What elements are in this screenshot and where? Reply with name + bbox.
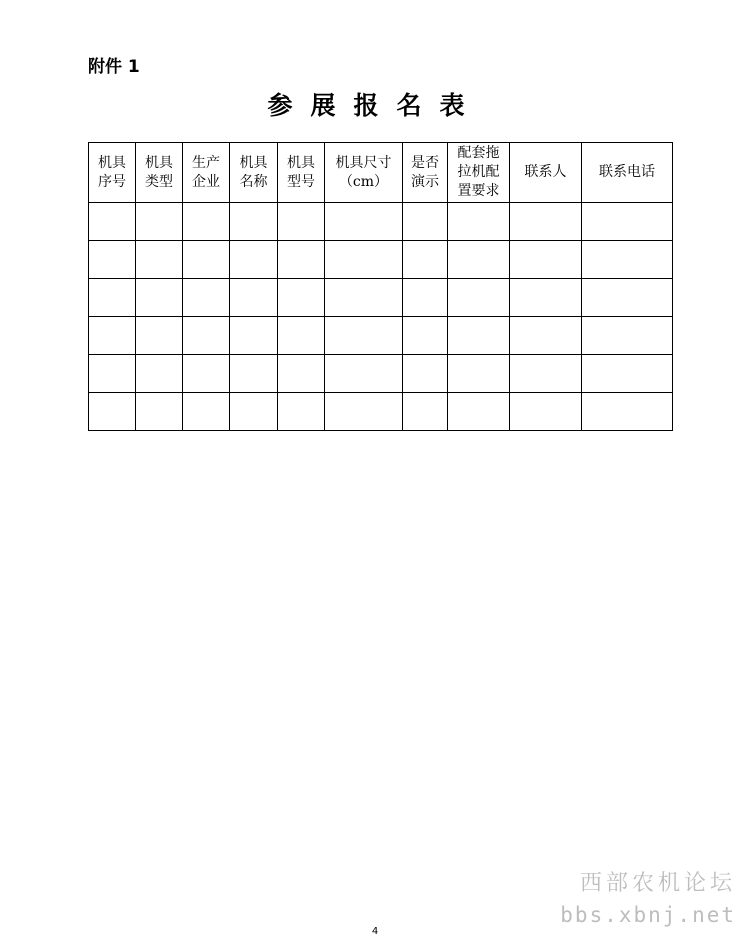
- table-cell: [230, 317, 278, 355]
- table-cell: [136, 355, 183, 393]
- header-machine-name: 机具 名称: [230, 143, 278, 203]
- table-cell: [403, 317, 448, 355]
- watermark-site-name: 西部农机论坛: [579, 871, 736, 896]
- table-cell: [278, 317, 325, 355]
- table-cell: [582, 203, 673, 241]
- table-row: [89, 203, 673, 241]
- table-cell: [510, 241, 582, 279]
- table-cell: [510, 355, 582, 393]
- table-cell: [278, 241, 325, 279]
- table-cell: [325, 203, 403, 241]
- table-cell: [403, 203, 448, 241]
- table-cell: [183, 393, 230, 431]
- table-row: [89, 355, 673, 393]
- table-cell: [136, 203, 183, 241]
- header-tractor-requirement: 配套拖 拉机配 置要求: [448, 143, 510, 203]
- table-cell: [89, 241, 136, 279]
- registration-table: [88, 142, 673, 431]
- table-row: [89, 241, 673, 279]
- table-cell: [183, 317, 230, 355]
- table-cell: [510, 317, 582, 355]
- page-number: 4: [371, 926, 379, 937]
- header-contact-phone: 联系电话: [582, 143, 673, 203]
- attachment-label: 附件 1: [88, 57, 140, 77]
- table-cell: [448, 317, 510, 355]
- table-cell: [325, 279, 403, 317]
- watermark-url: bbs.xbnj.net: [560, 903, 736, 927]
- table-body: [89, 203, 673, 431]
- table-cell: [448, 393, 510, 431]
- header-machine-model: 机具 型号: [278, 143, 325, 203]
- table-cell: [89, 203, 136, 241]
- table-cell: [448, 279, 510, 317]
- table-cell: [325, 241, 403, 279]
- table-cell: [325, 317, 403, 355]
- table-cell: [448, 203, 510, 241]
- table-cell: [230, 279, 278, 317]
- header-machine-number: 机具 序号: [89, 143, 136, 203]
- table-cell: [403, 241, 448, 279]
- table-cell: [582, 317, 673, 355]
- table-row: [89, 279, 673, 317]
- table-cell: [582, 393, 673, 431]
- table-cell: [89, 317, 136, 355]
- table-cell: [278, 393, 325, 431]
- table-cell: [582, 241, 673, 279]
- header-contact-person: 联系人: [510, 143, 582, 203]
- table-cell: [325, 355, 403, 393]
- table-cell: [136, 393, 183, 431]
- table-cell: [136, 317, 183, 355]
- table-cell: [582, 355, 673, 393]
- table-cell: [136, 241, 183, 279]
- table-cell: [183, 279, 230, 317]
- table-cell: [183, 241, 230, 279]
- table-header-row: [89, 143, 673, 203]
- table-cell: [325, 393, 403, 431]
- table-cell: [403, 355, 448, 393]
- table-cell: [230, 355, 278, 393]
- table-row: [89, 317, 673, 355]
- table-cell: [230, 241, 278, 279]
- watermark: [560, 866, 736, 927]
- table-cell: [89, 279, 136, 317]
- table-cell: [510, 279, 582, 317]
- table-cell: [448, 241, 510, 279]
- header-machine-type: 机具 类型: [136, 143, 183, 203]
- table-cell: [136, 279, 183, 317]
- table-cell: [230, 393, 278, 431]
- table-cell: [278, 355, 325, 393]
- table-cell: [89, 393, 136, 431]
- page-title: 参展报名表: [267, 91, 483, 120]
- table-cell: [403, 393, 448, 431]
- table-cell: [183, 203, 230, 241]
- table-cell: [403, 279, 448, 317]
- header-demonstration: 是否 演示: [403, 143, 448, 203]
- table-row: [89, 393, 673, 431]
- table-cell: [278, 279, 325, 317]
- table-cell: [510, 393, 582, 431]
- table-cell: [89, 355, 136, 393]
- table-cell: [183, 355, 230, 393]
- table-cell: [448, 355, 510, 393]
- table-cell: [230, 203, 278, 241]
- table-cell: [278, 203, 325, 241]
- header-manufacturer: 生产 企业: [183, 143, 230, 203]
- header-machine-size: 机具尺寸 （cm）: [325, 143, 403, 203]
- table-cell: [510, 203, 582, 241]
- table-cell: [582, 279, 673, 317]
